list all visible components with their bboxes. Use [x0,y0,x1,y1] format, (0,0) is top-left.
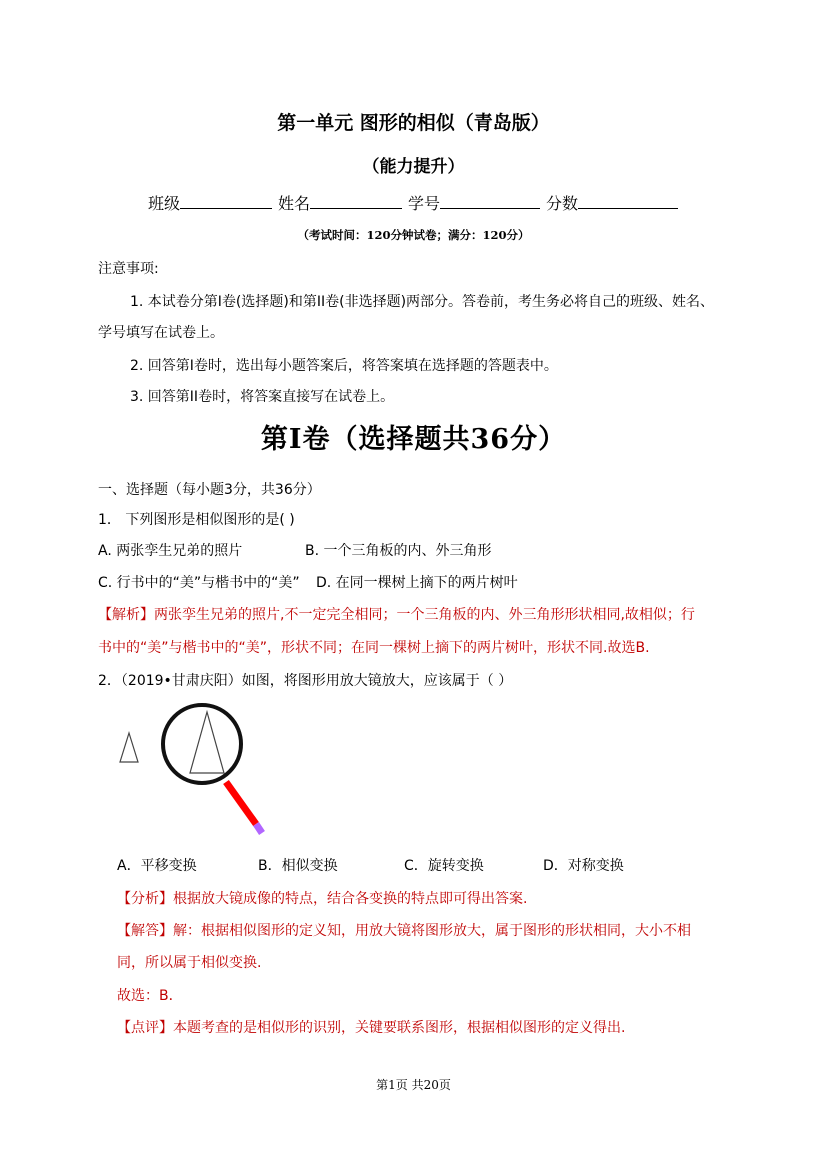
class-label: 班级 [148,194,181,213]
q1-analysis-tag: 【解析】 [98,607,154,623]
magnifier-figure [110,700,280,840]
q2-option-b: B．相似变换 [258,858,338,874]
q2-jieda-cont: 同，所以属于相似变换. [117,955,262,971]
q1-analysis [98,604,695,624]
q2-stem: 2．（2019•甘肃庆阳）如图，将图形用放大镜放大，应该属于（ ） [98,673,513,689]
page-title: 第一单元 图形的相似（青岛版） [277,112,550,134]
q2-option-c: C．旋转变换 [404,858,484,874]
page-footer: 第1页 共20页 [376,1078,451,1092]
notes-heading: 注意事项: [98,261,159,277]
q2-answer: 故选：B． [117,988,183,1004]
student-info-row [148,190,684,214]
q2-option-a: A．平移变换 [117,858,197,874]
volume-title: 第I卷（选择题共36分） [260,424,567,455]
name-field[interactable] [310,190,402,209]
q2-fenxi: 【分析】根据放大镜成像的特点，结合各变换的特点即可得出答案. [117,891,528,907]
section-heading: 一、选择题（每小题3分，共36分） [98,482,321,498]
notes-item-1-cont: 学号填写在试卷上。 [98,325,224,341]
name-label: 姓名 [278,194,311,213]
q1-option-c: C. 行书中的“美”与楷书中的“美” [98,575,300,591]
magnifier-handle-tip [256,824,262,833]
q1-analysis-text: 两张孪生兄弟的照片,不一定完全相同；一个三角板的内、外三角形形状相同,故相似；行 [154,607,695,623]
class-field[interactable] [180,190,272,209]
q1-analysis-cont: 书中的“美”与楷书中的“美”，形状不同；在同一棵树上摘下的两片树叶，形状不同.故选B. [98,640,650,656]
q2-option-d: D．对称变换 [543,858,624,874]
score-label: 分数 [546,194,579,213]
score-field[interactable] [578,190,678,209]
magnifier-handle [226,782,256,824]
enlarged-triangle [190,712,224,773]
q2-jieda: 【解答】解：根据相似图形的定义知，用放大镜将图形放大，属于图形的形状相同，大小不相 [117,923,691,939]
notes-item-3: 3. 回答第II卷时，将答案直接写在试卷上。 [130,389,395,405]
q2-dianping: 【点评】本题考查的是相似形的识别，关键要联系图形，根据相似图形的定义得出. [117,1020,626,1036]
student-id-field[interactable] [440,190,540,209]
notes-item-2: 2. 回答第I卷时，选出每小题答案后，将答案填在选择题的答题表中。 [130,358,558,374]
small-triangle [120,733,138,762]
q1-stem: 1． 下列图形是相似图形的是( ) [98,512,295,528]
student-id-label: 学号 [408,194,441,213]
page-subtitle: （能力提升） [362,157,465,177]
q1-option-d: D. 在同一棵树上摘下的两片树叶 [316,575,518,591]
notes-item-1: 1. 本试卷分第I卷(选择题)和第II卷(非选择题)两部分。答卷前，考生务必将自己的班级、姓名、 [130,294,715,310]
magnifier-lens [163,705,241,783]
q1-option-a: A. 两张孪生兄弟的照片 [98,543,243,559]
exam-time-note: （考试时间：120分钟试卷；满分：120分） [297,228,530,242]
q1-option-b: B. 一个三角板的内、外三角形 [305,543,492,559]
